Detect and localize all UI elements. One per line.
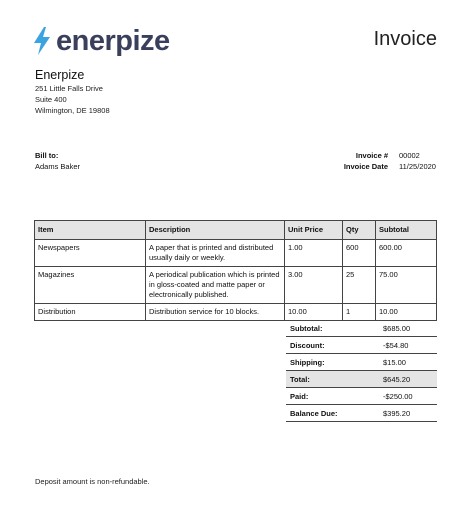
cell-subtotal: 10.00 bbox=[376, 304, 437, 321]
totals-row-balance-due bbox=[286, 405, 437, 422]
invoice-number: 00002 bbox=[399, 151, 420, 160]
enerpize-logo bbox=[32, 26, 170, 56]
cell-qty: 25 bbox=[343, 267, 376, 304]
line-items-table bbox=[34, 220, 437, 321]
cell-unit-price: 1.00 bbox=[285, 240, 343, 267]
invoice-date-label: Invoice Date bbox=[343, 162, 388, 171]
cell-qty: 600 bbox=[343, 240, 376, 267]
totals-value: -$250.00 bbox=[383, 391, 413, 401]
cell-subtotal: 75.00 bbox=[376, 267, 437, 304]
footer-note: Deposit amount is non-refundable. bbox=[35, 477, 150, 486]
totals-label: Shipping: bbox=[290, 357, 325, 367]
cell-item: Newspapers bbox=[35, 240, 146, 267]
lightning-bolt-icon bbox=[32, 26, 52, 56]
cell-description: A periodical publication which is printed in gloss-coated and matte paper or electronically published. bbox=[146, 267, 285, 304]
totals-row-paid bbox=[286, 388, 437, 405]
totals-value: $395.20 bbox=[383, 408, 411, 418]
company-block bbox=[35, 67, 110, 116]
cell-item: Distribution bbox=[35, 304, 146, 321]
totals-row-shipping bbox=[286, 354, 437, 371]
table-row bbox=[35, 240, 437, 267]
document-title: Invoice bbox=[373, 28, 437, 50]
column-header-unit-price: Unit Price bbox=[285, 221, 343, 240]
cell-qty: 1 bbox=[343, 304, 376, 321]
bill-to-block bbox=[35, 150, 80, 172]
totals-block bbox=[286, 320, 437, 422]
company-address-line: 251 Little Falls Drive bbox=[35, 84, 103, 93]
brand-name: enerpize bbox=[56, 25, 170, 57]
totals-label: Discount: bbox=[290, 340, 325, 350]
totals-value: $685.00 bbox=[383, 323, 411, 333]
totals-value: -$54.80 bbox=[383, 340, 409, 350]
company-name: Enerpize bbox=[35, 68, 85, 82]
totals-value: $15.00 bbox=[383, 357, 406, 367]
totals-label: Paid: bbox=[290, 391, 309, 401]
invoice-date: 11/25/2020 bbox=[399, 162, 436, 171]
table-row bbox=[35, 304, 437, 321]
cell-item: Magazines bbox=[35, 267, 146, 304]
bill-to-label: Bill to: bbox=[35, 151, 59, 160]
cell-unit-price: 10.00 bbox=[285, 304, 343, 321]
table-header-row bbox=[35, 221, 437, 240]
totals-value: $645.20 bbox=[383, 374, 411, 384]
cell-unit-price: 3.00 bbox=[285, 267, 343, 304]
totals-label: Total: bbox=[290, 374, 310, 384]
totals-row-total bbox=[286, 371, 437, 388]
table-row bbox=[35, 267, 437, 304]
invoice-number-label: Invoice # bbox=[355, 151, 388, 160]
invoice-meta bbox=[320, 150, 436, 172]
company-address-line: Wilmington, DE 19808 bbox=[35, 106, 110, 115]
invoice-number-row bbox=[320, 150, 436, 161]
cell-subtotal: 600.00 bbox=[376, 240, 437, 267]
bill-to-name: Adams Baker bbox=[35, 162, 81, 171]
totals-label: Balance Due: bbox=[290, 408, 338, 418]
cell-description: Distribution service for 10 blocks. bbox=[146, 304, 285, 321]
column-header-item: Item bbox=[35, 221, 146, 240]
invoice-date-row bbox=[320, 161, 436, 172]
column-header-subtotal: Subtotal bbox=[376, 221, 437, 240]
totals-label: Subtotal: bbox=[290, 323, 323, 333]
column-header-description: Description bbox=[146, 221, 285, 240]
company-address-line: Suite 400 bbox=[35, 95, 67, 104]
column-header-qty: Qty bbox=[343, 221, 376, 240]
totals-row-subtotal bbox=[286, 320, 437, 337]
totals-row-discount bbox=[286, 337, 437, 354]
cell-description: A paper that is printed and distributed usually daily or weekly. bbox=[146, 240, 285, 267]
